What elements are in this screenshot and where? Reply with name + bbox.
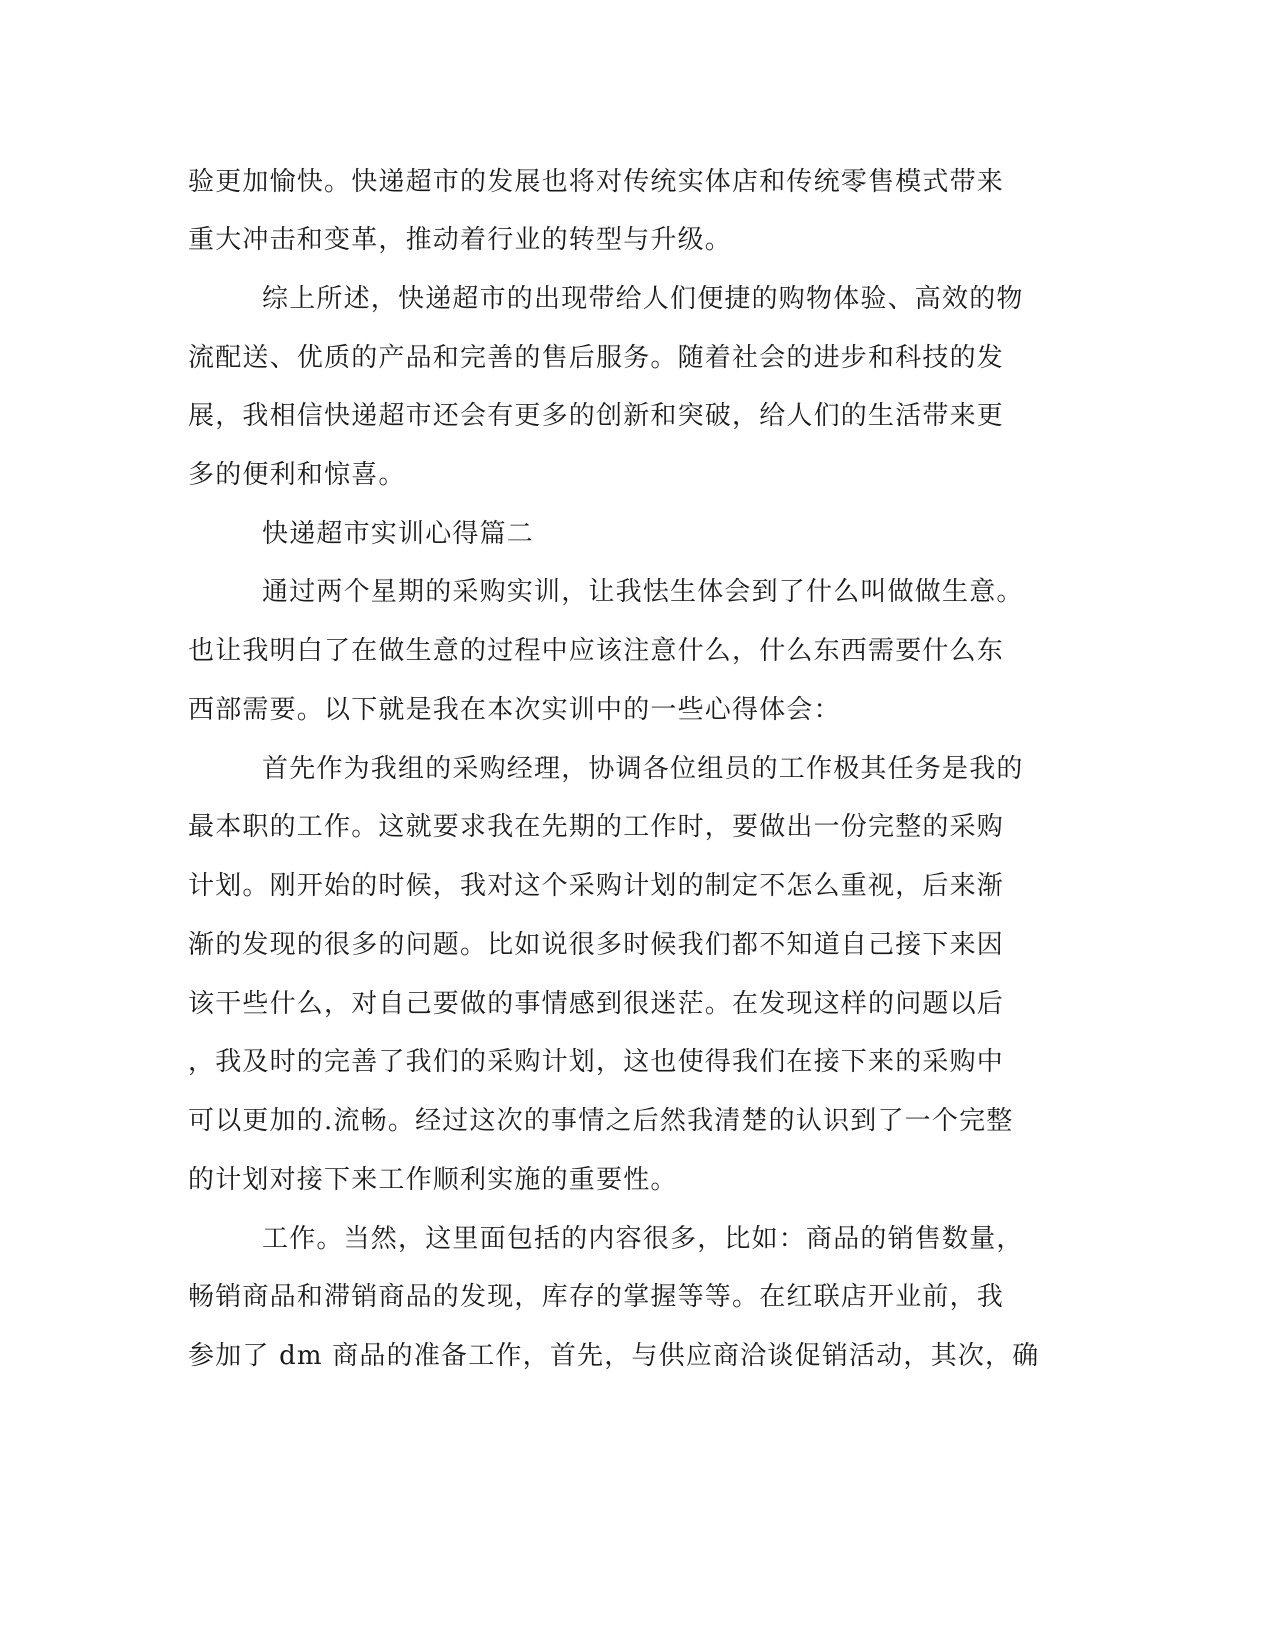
paragraph-start: 首先作为我组的采购经理，协调各位组员的工作极其任务是我的 — [262, 754, 1024, 784]
text-line: 可以更加的.流畅。经过这次的事情之后然我清楚的认识到了一个完整 — [188, 1106, 1014, 1136]
text-line: ，我及时的完善了我们的采购计划，这也使得我们在接下来的采购中 — [188, 1047, 1005, 1077]
text-line: 展，我相信快递超市还会有更多的创新和突破，给人们的生活带来更 — [188, 401, 1005, 431]
section-heading: 快递超市实训心得篇二 — [262, 519, 535, 549]
text-line: 重大冲击和变革，推动着行业的转型与升级。 — [188, 225, 733, 255]
text-line: 西部需要。以下就是我在本次实训中的一些心得体会： — [188, 695, 841, 725]
text-line: 最本职的工作。这就要求我在先期的工作时，要做出一份完整的采购 — [188, 812, 1005, 842]
text-line: 也让我明白了在做生意的过程中应该注意什么，什么东西需要什么东 — [188, 636, 1005, 666]
text-line: 多的便利和惊喜。 — [188, 460, 406, 490]
paragraph-start: 通过两个星期的采购实训，让我怯生体会到了什么叫做做生意。 — [262, 577, 1024, 607]
text-line: 的计划对接下来工作顺利实施的重要性。 — [188, 1165, 678, 1195]
text-line: 计划。刚开始的时候，我对这个采购计划的制定不怎么重视，后来渐 — [188, 871, 1005, 901]
paragraph-start: 工作。当然，这里面包括的内容很多，比如：商品的销售数量， — [262, 1224, 1024, 1254]
text-line: 参加了 dm 商品的准备工作，首先，与供应商洽谈促销活动，其次，确 — [188, 1341, 1040, 1371]
text-line: 验更加愉快。快递超市的发展也将对传统实体店和传统零售模式带来 — [188, 167, 1005, 197]
text-line: 渐的发现的很多的问题。比如说很多时候我们都不知道自己接下来因 — [188, 930, 1005, 960]
text-line: 流配送、优质的产品和完善的售后服务。随着社会的进步和科技的发 — [188, 343, 1005, 373]
text-line: 畅销商品和滞销商品的发现，库存的掌握等等。在红联店开业前，我 — [188, 1282, 1005, 1312]
text-line: 该干些什么，对自己要做的事情感到很迷茫。在发现这样的问题以后 — [188, 989, 1005, 1019]
paragraph-start: 综上所述，快递超市的出现带给人们便捷的购物体验、高效的物 — [262, 284, 1024, 314]
